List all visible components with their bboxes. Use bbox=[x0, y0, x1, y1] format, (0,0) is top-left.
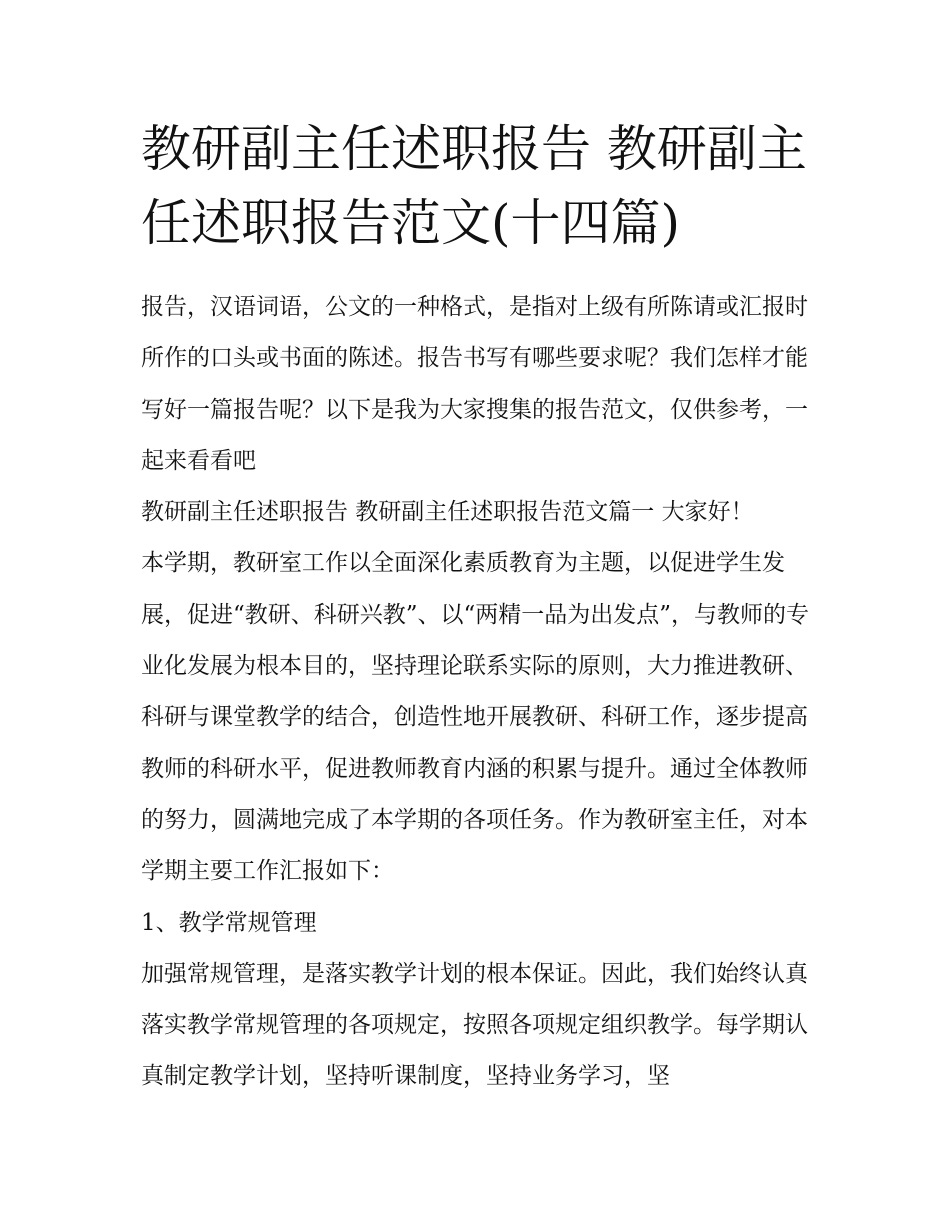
section-heading-paragraph: 教研副主任述职报告 教研副主任述职报告范文篇一 大家好！ bbox=[141, 499, 754, 526]
document-body bbox=[141, 282, 816, 1103]
intro-paragraph: 报告，汉语词语，公文的一种格式，是指对上级有所陈请或汇报时所作的口头或书面的陈述。报告书写有哪些要求呢？我们怎样才能写好一篇报告呢？以下是我为大家搜集的报告范文，仅供参考，一起来看看吧 bbox=[141, 294, 808, 474]
management-paragraph: 加强常规管理，是落实教学计划的根本保证。因此，我们始终认真落实教学常规管理的各项规定，按照各项规定组织教学。每学期认真制定教学计划，坚持听课制度，坚持业务学习，坚 bbox=[141, 960, 808, 1090]
document-title: 教研副主任述职报告 教研副主任述职报告范文(十四篇) bbox=[141, 120, 807, 252]
subheading-teaching-management: 1、教学常规管理 bbox=[141, 909, 317, 936]
semester-summary-paragraph: 本学期，教研室工作以全面深化素质教育为主题，以促进学生发展，促进“教研、科研兴教”、以“两精一品为出发点”，与教师的专业化发展为根本目的，坚持理论联系实际的原则，大力推进教研、科研与课堂教学的结合，创造性地开展教研、科研工作，逐步提高教师的科研水平，促进教师教育内涵的积累与提升。通过全体教师的努力，圆满地完成了本学期的各项任务。作为教研室主任，对本学期主要工作汇报如下： bbox=[141, 550, 810, 885]
